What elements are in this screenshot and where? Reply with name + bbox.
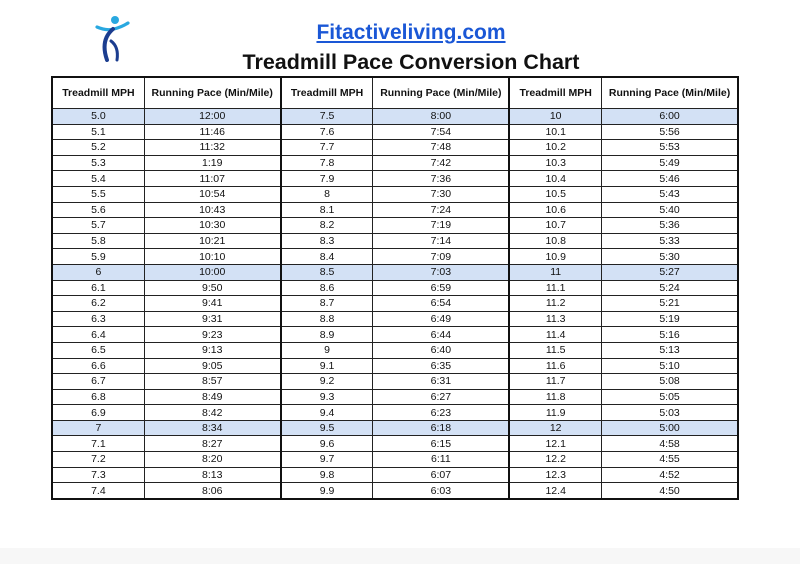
mph-cell: 5.5	[52, 186, 144, 202]
mph-cell: 10.5	[509, 186, 601, 202]
pace-cell: 6:44	[373, 327, 509, 343]
mph-cell: 9.6	[281, 436, 373, 452]
table-row	[52, 233, 738, 249]
mph-cell: 6.1	[52, 280, 144, 296]
table-row	[52, 109, 738, 125]
pace-cell: 5:03	[602, 405, 738, 421]
mph-cell: 11.1	[509, 280, 601, 296]
table-row	[52, 311, 738, 327]
pace-cell: 1:19	[144, 155, 280, 171]
pace-cell: 8:27	[144, 436, 280, 452]
table-row	[52, 249, 738, 265]
mph-cell: 6.6	[52, 358, 144, 374]
column-header-mph: Treadmill MPH	[281, 77, 373, 109]
mph-cell: 7.6	[281, 124, 373, 140]
pace-cell: 7:54	[373, 124, 509, 140]
pace-cell: 7:36	[373, 171, 509, 187]
mph-cell: 6	[52, 264, 144, 280]
table-row	[52, 171, 738, 187]
mph-cell: 6.7	[52, 374, 144, 390]
table-row	[52, 186, 738, 202]
header-row	[52, 77, 738, 109]
pace-cell: 11:07	[144, 171, 280, 187]
pace-cell: 8:00	[373, 109, 509, 125]
pace-cell: 6:07	[373, 467, 509, 483]
mph-cell: 10.6	[509, 202, 601, 218]
mph-cell: 10.9	[509, 249, 601, 265]
pace-cell: 7:42	[373, 155, 509, 171]
pace-cell: 10:00	[144, 264, 280, 280]
pace-cell: 5:36	[602, 218, 738, 234]
mph-cell: 5.2	[52, 140, 144, 156]
pace-cell: 9:05	[144, 358, 280, 374]
pace-cell: 4:50	[602, 483, 738, 499]
mph-cell: 8	[281, 186, 373, 202]
mph-cell: 8.7	[281, 296, 373, 312]
pace-cell: 5:05	[602, 389, 738, 405]
mph-cell: 11.7	[509, 374, 601, 390]
pace-cell: 6:31	[373, 374, 509, 390]
mph-cell: 8.3	[281, 233, 373, 249]
pace-cell: 5:16	[602, 327, 738, 343]
mph-cell: 11.6	[509, 358, 601, 374]
pace-cell: 10:30	[144, 218, 280, 234]
mph-cell: 6.4	[52, 327, 144, 343]
pace-cell: 8:06	[144, 483, 280, 499]
pace-cell: 5:08	[602, 374, 738, 390]
pace-cell: 10:10	[144, 249, 280, 265]
mph-cell: 8.2	[281, 218, 373, 234]
mph-cell: 10.1	[509, 124, 601, 140]
mph-cell: 9.8	[281, 467, 373, 483]
pace-cell: 8:57	[144, 374, 280, 390]
pace-cell: 10:21	[144, 233, 280, 249]
mph-cell: 5.9	[52, 249, 144, 265]
mph-cell: 9.4	[281, 405, 373, 421]
table-row	[52, 374, 738, 390]
table-row	[52, 342, 738, 358]
mph-cell: 11.9	[509, 405, 601, 421]
mph-cell: 5.8	[52, 233, 144, 249]
mph-cell: 5.4	[52, 171, 144, 187]
table-row	[52, 452, 738, 468]
mph-cell: 11	[509, 264, 601, 280]
table-row	[52, 467, 738, 483]
pace-cell: 5:33	[602, 233, 738, 249]
mph-cell: 12.2	[509, 452, 601, 468]
pace-conversion-table	[51, 76, 739, 500]
pace-cell: 10:54	[144, 186, 280, 202]
table-row	[52, 420, 738, 436]
mph-cell: 11.2	[509, 296, 601, 312]
pace-cell: 5:00	[602, 420, 738, 436]
mph-cell: 5.7	[52, 218, 144, 234]
mph-cell: 6.8	[52, 389, 144, 405]
mph-cell: 12.4	[509, 483, 601, 499]
pace-cell: 6:49	[373, 311, 509, 327]
pace-cell: 5:30	[602, 249, 738, 265]
pace-cell: 6:00	[602, 109, 738, 125]
table-row	[52, 436, 738, 452]
mph-cell: 10.2	[509, 140, 601, 156]
mph-cell: 5.0	[52, 109, 144, 125]
mph-cell: 9	[281, 342, 373, 358]
mph-cell: 10.3	[509, 155, 601, 171]
mph-cell: 12.3	[509, 467, 601, 483]
table-row	[52, 218, 738, 234]
pace-cell: 4:58	[602, 436, 738, 452]
pace-cell: 7:30	[373, 186, 509, 202]
table-row	[52, 202, 738, 218]
mph-cell: 12	[509, 420, 601, 436]
pace-cell: 5:24	[602, 280, 738, 296]
pace-cell: 12:00	[144, 109, 280, 125]
pace-cell: 7:19	[373, 218, 509, 234]
mph-cell: 6.9	[52, 405, 144, 421]
mph-cell: 7	[52, 420, 144, 436]
table-row	[52, 405, 738, 421]
mph-cell: 9.5	[281, 420, 373, 436]
mph-cell: 11.5	[509, 342, 601, 358]
mph-cell: 5.1	[52, 124, 144, 140]
pace-cell: 6:54	[373, 296, 509, 312]
pace-cell: 4:52	[602, 467, 738, 483]
pace-cell: 9:50	[144, 280, 280, 296]
table-row	[52, 389, 738, 405]
mph-cell: 7.2	[52, 452, 144, 468]
pace-cell: 5:19	[602, 311, 738, 327]
pace-cell: 7:03	[373, 264, 509, 280]
mph-cell: 11.4	[509, 327, 601, 343]
mph-cell: 11.3	[509, 311, 601, 327]
mph-cell: 8.4	[281, 249, 373, 265]
mph-cell: 8.9	[281, 327, 373, 343]
mph-cell: 6.2	[52, 296, 144, 312]
mph-cell: 10	[509, 109, 601, 125]
mph-cell: 7.5	[281, 109, 373, 125]
pace-cell: 5:43	[602, 186, 738, 202]
mph-cell: 8.1	[281, 202, 373, 218]
pace-cell: 8:49	[144, 389, 280, 405]
table-row	[52, 327, 738, 343]
pace-cell: 11:46	[144, 124, 280, 140]
site-link[interactable]: Fitactiveliving.com	[316, 21, 506, 44]
pace-cell: 5:10	[602, 358, 738, 374]
pace-cell: 8:20	[144, 452, 280, 468]
pace-cell: 9:31	[144, 311, 280, 327]
mph-cell: 8.6	[281, 280, 373, 296]
mph-cell: 7.7	[281, 140, 373, 156]
pace-cell: 6:23	[373, 405, 509, 421]
pace-cell: 9:23	[144, 327, 280, 343]
mph-cell: 11.8	[509, 389, 601, 405]
mph-cell: 9.7	[281, 452, 373, 468]
pace-cell: 6:18	[373, 420, 509, 436]
pace-cell: 4:55	[602, 452, 738, 468]
mph-cell: 5.3	[52, 155, 144, 171]
mph-cell: 7.3	[52, 467, 144, 483]
table-row	[52, 358, 738, 374]
pace-cell: 11:32	[144, 140, 280, 156]
table-row	[52, 264, 738, 280]
pace-cell: 6:59	[373, 280, 509, 296]
mph-cell: 10.4	[509, 171, 601, 187]
mph-cell: 8.8	[281, 311, 373, 327]
pace-cell: 5:27	[602, 264, 738, 280]
table-row	[52, 483, 738, 499]
pace-cell: 7:48	[373, 140, 509, 156]
column-header-mph: Treadmill MPH	[52, 77, 144, 109]
mph-cell: 10.8	[509, 233, 601, 249]
pace-cell: 5:56	[602, 124, 738, 140]
mph-cell: 8.5	[281, 264, 373, 280]
pace-cell: 7:24	[373, 202, 509, 218]
table-row	[52, 155, 738, 171]
mph-cell: 5.6	[52, 202, 144, 218]
column-header-pace: Running Pace (Min/Mile)	[144, 77, 280, 109]
mph-cell: 9.1	[281, 358, 373, 374]
mph-cell: 9.2	[281, 374, 373, 390]
pace-cell: 7:14	[373, 233, 509, 249]
table-row	[52, 280, 738, 296]
mph-cell: 6.3	[52, 311, 144, 327]
pace-cell: 6:35	[373, 358, 509, 374]
page-title: Treadmill Pace Conversion Chart	[242, 50, 580, 74]
pace-cell: 5:49	[602, 155, 738, 171]
pace-cell: 9:13	[144, 342, 280, 358]
pace-cell: 8:42	[144, 405, 280, 421]
mph-cell: 12.1	[509, 436, 601, 452]
column-header-mph: Treadmill MPH	[509, 77, 601, 109]
mph-cell: 7.4	[52, 483, 144, 499]
mph-cell: 7.1	[52, 436, 144, 452]
pace-cell: 8:34	[144, 420, 280, 436]
mph-cell: 7.9	[281, 171, 373, 187]
mph-cell: 6.5	[52, 342, 144, 358]
table-row	[52, 124, 738, 140]
pace-cell: 5:21	[602, 296, 738, 312]
mph-cell: 9.3	[281, 389, 373, 405]
pace-cell: 5:53	[602, 140, 738, 156]
pace-cell: 6:11	[373, 452, 509, 468]
pace-cell: 6:27	[373, 389, 509, 405]
pace-cell: 5:13	[602, 342, 738, 358]
pace-cell: 5:40	[602, 202, 738, 218]
pace-cell: 6:03	[373, 483, 509, 499]
mph-cell: 9.9	[281, 483, 373, 499]
mph-cell: 10.7	[509, 218, 601, 234]
pace-cell: 10:43	[144, 202, 280, 218]
table-row	[52, 140, 738, 156]
pace-cell: 6:15	[373, 436, 509, 452]
column-header-pace: Running Pace (Min/Mile)	[602, 77, 738, 109]
mph-cell: 7.8	[281, 155, 373, 171]
pace-cell: 5:46	[602, 171, 738, 187]
column-header-pace: Running Pace (Min/Mile)	[373, 77, 509, 109]
pace-cell: 8:13	[144, 467, 280, 483]
table-row	[52, 296, 738, 312]
pace-cell: 6:40	[373, 342, 509, 358]
pace-cell: 7:09	[373, 249, 509, 265]
pace-cell: 9:41	[144, 296, 280, 312]
